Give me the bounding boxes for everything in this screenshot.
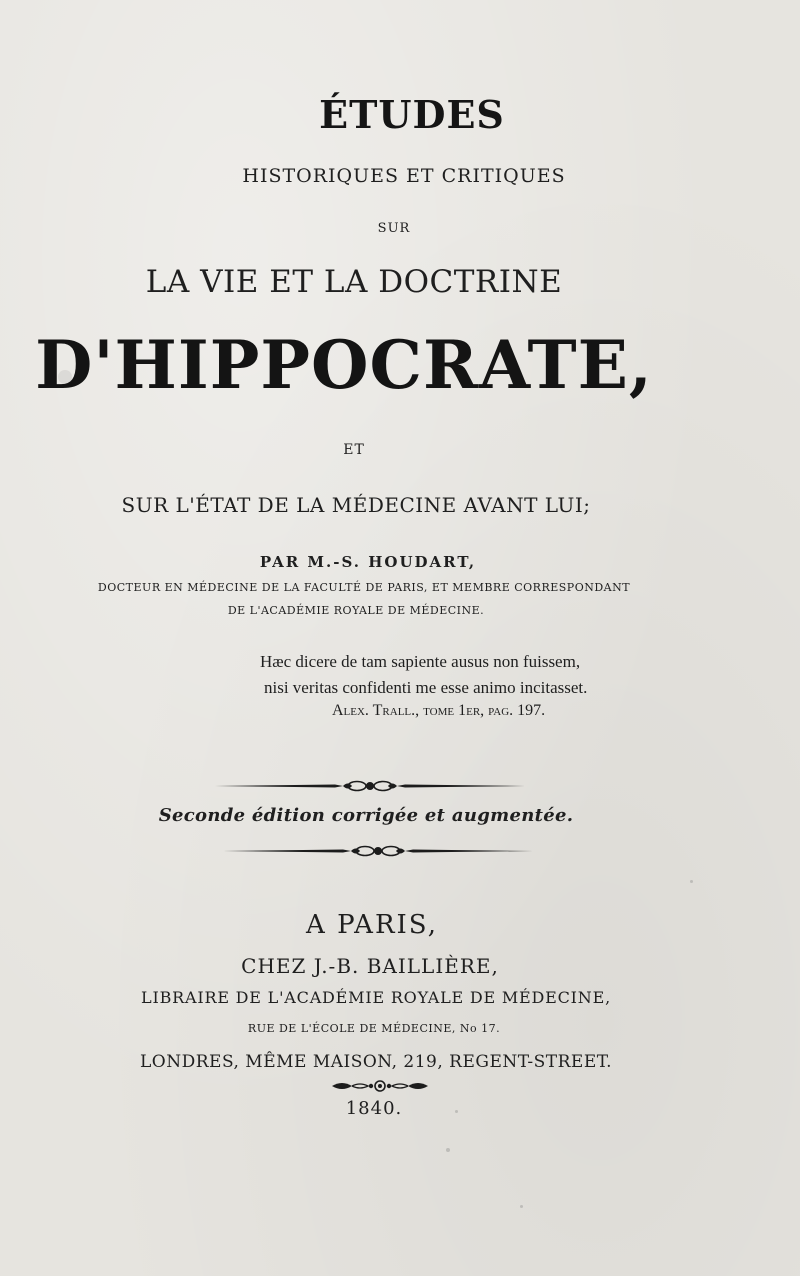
paper-speck	[446, 1148, 450, 1152]
epigraph-line-2: nisi veritas confidenti me esse animo incitasset.	[264, 678, 588, 697]
floral-ornament-icon	[330, 1078, 430, 1098]
epigraph-line-1: Hæc dicere de tam sapiente ausus non fuissem,	[260, 652, 581, 671]
subtitle-historiques: HISTORIQUES ET CRITIQUES	[242, 165, 566, 187]
edition-statement: Seconde édition corrigée et augmentée.	[158, 805, 574, 826]
author-line: PAR M.-S. HOUDART,	[259, 553, 477, 571]
ornamental-rule-icon	[0, 843, 778, 859]
imprint-year: 1840.	[345, 1098, 403, 1119]
title-hippocrate: D'HIPPOCRATE,	[35, 326, 653, 404]
imprint-london: LONDRES, MÊME MAISON, 219, REGENT-STREET.	[140, 1052, 612, 1072]
imprint-city: A PARIS,	[306, 910, 438, 940]
word-sur: SUR	[377, 221, 411, 236]
author-academy: DE L'ACADÉMIE ROYALE DE MÉDECINE.	[227, 604, 485, 617]
paper-speck	[455, 1110, 458, 1113]
word-et: ET	[343, 442, 365, 458]
paper-stain	[58, 370, 72, 384]
title-la-vie: LA VIE ET LA DOCTRINE	[145, 264, 563, 300]
imprint-publisher: CHEZ J.-B. BAILLIÈRE,	[241, 954, 499, 978]
paper-speck	[520, 1205, 523, 1208]
paper-speck	[690, 880, 693, 883]
author-credentials: DOCTEUR EN MÉDECINE DE LA FACULTÉ DE PARIS, ET MEMBRE CORRESPONDANT	[97, 581, 631, 594]
epigraph-attribution: Alex. Trall., tome 1er, pag. 197.	[332, 702, 546, 719]
ornamental-rule-icon	[0, 778, 770, 794]
title-etudes: ÉTUDES	[319, 92, 505, 137]
imprint-address: RUE DE L'ÉCOLE DE MÉDECINE, No 17.	[247, 1022, 501, 1035]
title-sur-letat: SUR L'ÉTAT DE LA MÉDECINE AVANT LUI;	[121, 493, 591, 517]
imprint-libraire: LIBRAIRE DE L'ACADÉMIE ROYALE DE MÉDECINE,	[141, 988, 611, 1007]
